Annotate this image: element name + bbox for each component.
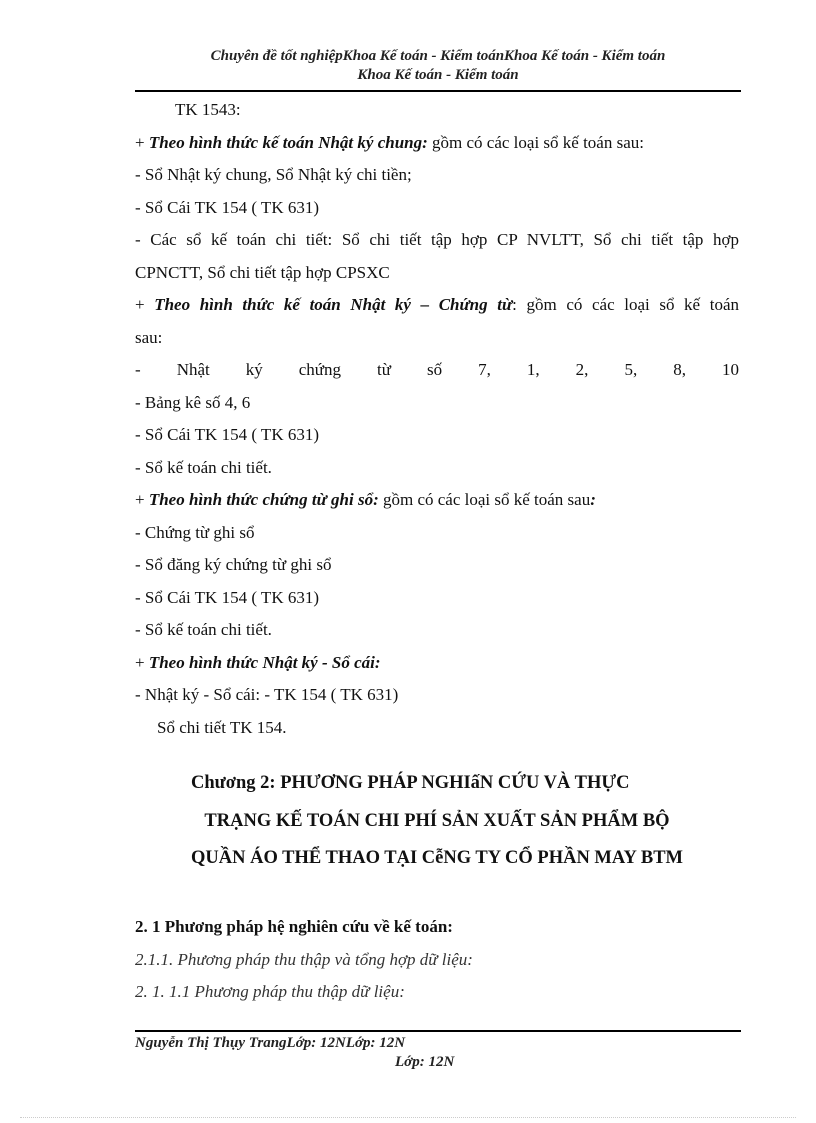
paragraph-line: sau: — [135, 327, 163, 347]
bold-italic-heading: Theo hình thức kế toán Nhật ký – Chứng từ — [154, 295, 513, 314]
page-header — [135, 47, 741, 85]
footer-line-2: Lớp: 12N — [395, 1054, 455, 1070]
paragraph-line: + Theo hình thức kế toán Nhật ký chung: gồm có các loại sổ kế toán sau: — [135, 132, 644, 152]
paragraph-line: - Sổ Cái TK 154 ( TK 631) — [135, 425, 320, 444]
chapter-line-2: TRẠNG KẾ TOÁN CHI PHÍ SẢN XUẤT SẢN PHẨM BỘ — [204, 810, 670, 831]
paragraph-line: - Sổ đăng ký chứng từ ghi sổ — [135, 555, 332, 574]
chapter-heading — [135, 765, 739, 878]
bold-italic-heading: Theo hình thức kế toán Nhật ký chung: — [148, 132, 428, 152]
chapter-line-3: QUẦN ÁO THỂ THAO TẠI CễNG TY CỔ PHẦN MAY BTM — [190, 848, 683, 868]
paragraph-line: Sổ chi tiết TK 154. — [157, 717, 287, 737]
paragraph-line: + Theo hình thức chứng từ ghi sổ: gồm có các loại sổ kế toán sau: — [135, 490, 596, 509]
paragraph-line: CPNCTT, Sổ chi tiết tập hợp CPSXC — [135, 262, 390, 282]
section — [135, 911, 739, 1009]
document-body — [135, 94, 739, 744]
paragraph-line: - Sổ kế toán chi tiết. — [135, 457, 272, 477]
paragraph-line: + Theo hình thức kế toán Nhật ký – Chứng từ: gồm có các loại sổ kế toán — [135, 295, 739, 314]
footer-rule — [135, 1030, 741, 1032]
page-footer — [135, 1034, 741, 1072]
paragraph-line: TK 1543: — [175, 100, 241, 119]
paragraph-line: - Sổ Cái TK 154 ( TK 631) — [135, 197, 320, 217]
footer-line-1: Nguyễn Thị Thụy TrangLớp: 12NLớp: 12N — [135, 1035, 406, 1051]
paragraph-line: - Sổ kế toán chi tiết. — [135, 620, 272, 639]
paragraph-line: - Sổ Nhật ký chung, Sổ Nhật ký chi tiền; — [135, 165, 412, 184]
justified-line: - Nhật ký chứng từ số 7, 1, 2, 5, 8, 10 — [135, 360, 739, 379]
header-line-2: Khoa Kế toán - Kiểm toán — [357, 67, 519, 83]
subsubsection-title: 2. 1. 1.1 Phương pháp thu thập dữ liệu: — [135, 982, 405, 1001]
subsection-title: 2.1.1. Phương pháp thu thập và tổng hợp dữ liệu: — [135, 949, 473, 969]
header-line-1: Chuyên đề tốt nghiệpKhoa Kế toán - Kiểm toánKhoa Kế toán - Kiểm toán — [210, 48, 666, 64]
bold-italic-heading: Theo hình thức Nhật ký - Sổ cái: — [148, 652, 381, 672]
section-title: 2. 1 Phương pháp hệ nghiên cứu về kế toán: — [135, 917, 453, 936]
paragraph-line: + Theo hình thức Nhật ký - Sổ cái: — [135, 652, 381, 672]
bold-italic-heading: Theo hình thức chứng từ ghi sổ: — [148, 490, 379, 509]
paragraph-line: - Chứng từ ghi sổ — [135, 522, 255, 542]
page-bottom-divider — [20, 1117, 796, 1118]
header-rule — [135, 90, 741, 92]
paragraph-line: - Bảng kê số 4, 6 — [135, 392, 251, 412]
chapter-line-1: Chương 2: PHƯƠNG PHÁP NGHIấN CỨU VÀ THỰC — [191, 773, 630, 793]
paragraph-line: - Các sổ kế toán chi tiết: Sổ chi tiết tập hợp CP NVLTT, Sổ chi tiết tập hợp — [135, 230, 739, 249]
paragraph-line: - Nhật ký - Sổ cái: - TK 154 ( TK 631) — [135, 685, 399, 704]
paragraph-line: - Sổ Cái TK 154 ( TK 631) — [135, 587, 320, 607]
